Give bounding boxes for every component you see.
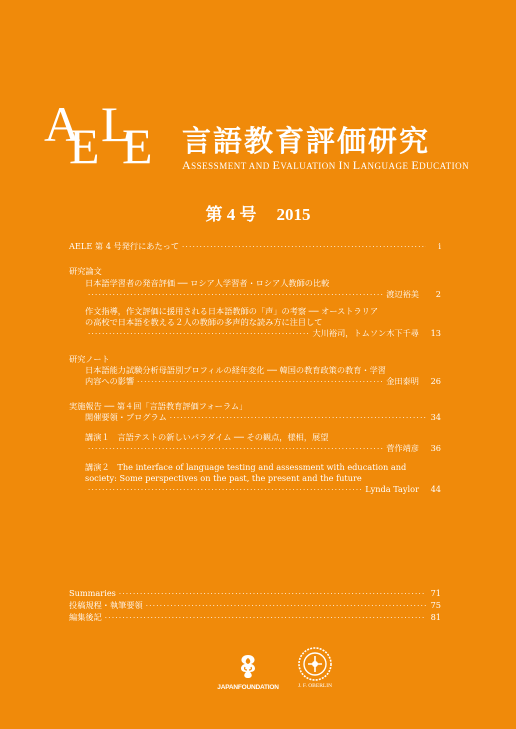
logo-letter-l: L: [101, 96, 132, 152]
toc-entry-title: Summaries: [69, 588, 116, 598]
leader-dots: [146, 601, 426, 611]
toc-entry-author-row: [85, 376, 441, 387]
leader-dots: [88, 486, 362, 495]
toc-entry-author: 菅作靖彦: [386, 442, 419, 453]
title-en-rest: DUCATION: [419, 161, 470, 171]
toc-entry-summaries: [69, 588, 441, 600]
toc-entry-author: Lynda Taylor: [365, 484, 419, 495]
toc-entry-title-line: 内容への影響: [85, 375, 135, 386]
toc-entry-title-line: 日本語学習者の発音評価 ── ロシア人学習者・ロシア人教師の比較: [85, 277, 330, 288]
toc-entry-page: 2: [435, 288, 441, 299]
toc-entry-title-line: 日本語能力試験分析母語別プロフィルの経年変化 ── 韓国の教育政策の教育・学習: [85, 364, 386, 375]
toc-entry-page: 71: [430, 588, 441, 598]
title-en-rest: VALUATION: [280, 161, 339, 171]
toc-entry-editorial: [69, 612, 441, 624]
toc-entry-title: 開催要領・プログラム: [85, 412, 167, 423]
leader-dots: [119, 589, 426, 599]
toc-entry-overview: [69, 412, 441, 423]
lecture-label: 講演１: [85, 431, 110, 442]
lecture-label: 講演２: [85, 462, 110, 473]
logo-letter-e1: E: [69, 118, 100, 174]
title-en-cap: I: [338, 158, 343, 172]
toc-entry-author-row: [85, 289, 441, 300]
leader-dots: [105, 613, 426, 623]
japan-foundation-name: JAPANFOUNDATION: [217, 684, 279, 691]
leader-dots: [88, 445, 383, 454]
toc-entry-title-line: の高校で日本語を教える２人の教師の多声的な読み方に注目して: [85, 317, 323, 328]
toc-entry-page: 26: [430, 375, 441, 386]
issue-year: 2015: [276, 205, 311, 224]
oberlin-logo: [290, 646, 340, 689]
toc-entry-guidelines: [69, 600, 441, 612]
toc-entry-author-row: [85, 443, 441, 454]
toc-entry-paper-1: [69, 278, 441, 301]
toc-entry-paper-2: [69, 306, 441, 340]
toc-entry-note-1: [69, 365, 441, 388]
leader-dots: [137, 378, 383, 387]
toc-entry-row: [85, 412, 441, 423]
oberlin-seal-icon: [297, 646, 333, 682]
aele-logo: [44, 96, 176, 174]
leader-dots: [182, 243, 426, 252]
logo-letter-a: A: [44, 96, 81, 152]
toc-entry-lecture-2: [69, 462, 441, 496]
back-matter: [69, 588, 441, 624]
issue-label: [0, 200, 516, 225]
issue-number: 第 4 号: [205, 205, 257, 224]
title-en-rest: N: [342, 161, 353, 171]
leader-dots: [88, 330, 310, 339]
lecture-title: 言語テストの新しいパラダイム ── その観点，様相，展望: [117, 431, 329, 442]
toc-entry-page: 44: [430, 484, 441, 495]
toc-entry-title: AELE 第 4 号発行にあたって: [69, 241, 180, 251]
toc-entry-author: 金田泰明: [386, 375, 419, 386]
title-en-cap: E: [272, 158, 281, 172]
spacer: [69, 454, 441, 462]
japan-foundation-logo: [217, 652, 279, 691]
journal-title-japanese: 言語教育評価研究: [182, 124, 431, 158]
toc-entry-title-line: [85, 462, 441, 473]
journal-title-english: [182, 158, 469, 173]
section-heading-research-notes: 研究ノート: [69, 353, 110, 364]
toc-entry-author-row: [85, 328, 441, 339]
toc-entry-author: 渡辺裕美: [386, 288, 419, 299]
toc-entry-title-line: [85, 432, 441, 443]
title-en-rest: ANGUAGE: [360, 161, 412, 171]
toc-entry-preface: [69, 241, 441, 252]
toc-entry-title: 編集後記: [69, 611, 102, 622]
logo-letter-e2: E: [122, 118, 153, 174]
oberlin-name: J. F. OBERLIN: [297, 683, 333, 689]
toc-entry-page: 75: [430, 599, 441, 610]
toc-entry-page: 81: [430, 611, 441, 622]
toc-entry-title-line: society: Some perspectives on the past, the present and the future: [85, 473, 362, 484]
title-en-rest: SSESSMENT AND: [191, 161, 273, 171]
toc-entry-page: i: [438, 241, 441, 251]
title-en-cap: L: [352, 158, 361, 172]
toc-entry-author-row: [85, 484, 441, 495]
toc-entry-page: 36: [430, 442, 441, 453]
toc-entry-page: 13: [430, 328, 441, 339]
toc-entry-title-line: 作文指導，作文評価に援用される日本語教師の「声」の考察 ── オーストラリア: [85, 306, 379, 316]
section-heading-research-papers: 研究論文: [69, 266, 102, 277]
section-heading-report: 実施報告 ── 第４回「言語教育評価フォーラム」: [69, 401, 248, 412]
toc-entry-page: 34: [430, 412, 441, 423]
toc-entry-lecture-1: [69, 432, 441, 455]
title-en-cap: E: [411, 158, 420, 172]
table-of-contents: [69, 241, 441, 496]
japan-foundation-mark-icon: [235, 652, 261, 680]
title-en-cap: A: [182, 158, 192, 172]
lecture-title: The interface of language testing and assessment with education and: [117, 462, 407, 473]
spacer: [69, 424, 441, 432]
leader-dots: [170, 414, 426, 423]
toc-entry-title: 投稿規程・執筆要領: [69, 599, 143, 610]
toc-entry-author: 大川裕司，トムソン木下千尋: [312, 328, 419, 339]
leader-dots: [88, 291, 383, 300]
